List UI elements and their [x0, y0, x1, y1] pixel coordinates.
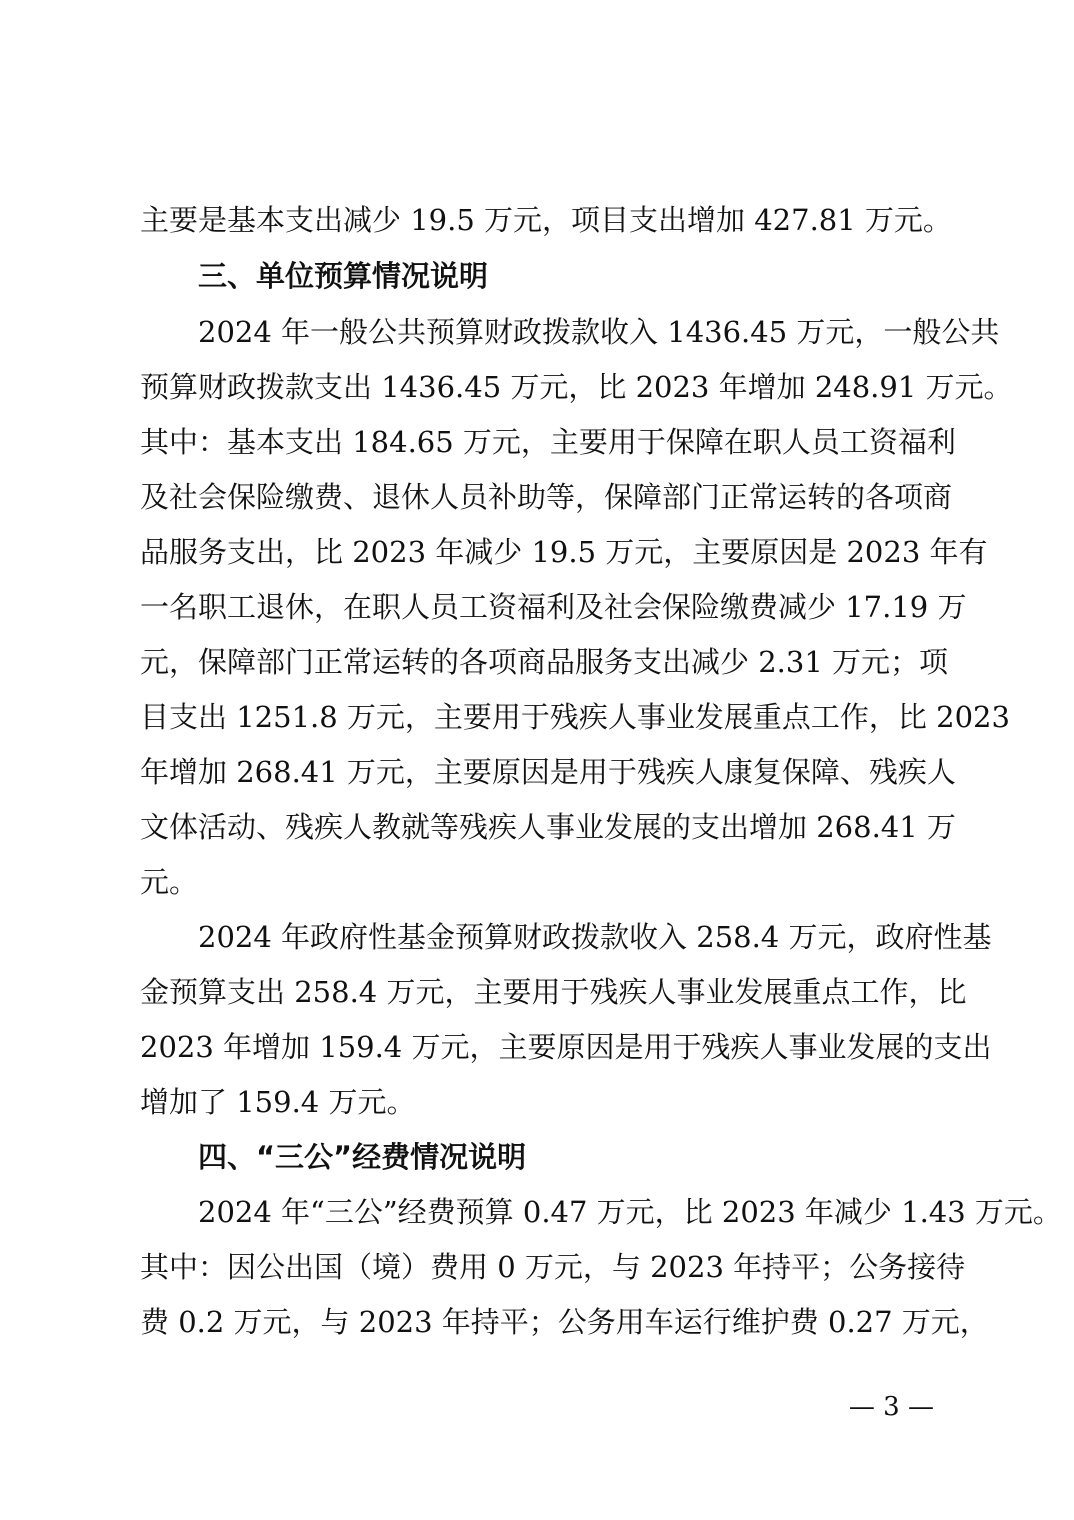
- section-heading-4: 四、“三公”经费情况说明: [198, 1140, 527, 1174]
- paragraph-line: 2024 年政府性基金预算财政拨款收入 258.4 万元，政府性基: [198, 920, 992, 954]
- paragraph-line: 品服务支出，比 2023 年减少 19.5 万元，主要原因是 2023 年有: [140, 535, 988, 569]
- paragraph-line: 元。: [140, 865, 199, 899]
- paragraph-line: 元，保障部门正常运转的各项商品服务支出减少 2.31 万元；项: [140, 645, 949, 679]
- paragraph-line: 金预算支出 258.4 万元，主要用于残疾人事业发展重点工作，比: [140, 975, 967, 1009]
- paragraph-line: 增加了 159.4 万元。: [140, 1085, 416, 1119]
- paragraph-line: 预算财政拨款支出 1436.45 万元，比 2023 年增加 248.91 万元。: [140, 370, 1013, 404]
- paragraph-line: 目支出 1251.8 万元，主要用于残疾人事业发展重点工作，比 2023: [140, 700, 1010, 734]
- paragraph-line: 及社会保险缴费、退休人员补助等，保障部门正常运转的各项商: [140, 480, 953, 514]
- paragraph-line: 2024 年“三公”经费预算 0.47 万元，比 2023 年减少 1.43 万元。: [198, 1195, 1062, 1229]
- section-heading-3: 三、单位预算情况说明: [198, 259, 489, 293]
- paragraph-line: 年增加 268.41 万元，主要原因是用于残疾人康复保障、残疾人: [140, 755, 956, 789]
- paragraph-line: 主要是基本支出减少 19.5 万元，项目支出增加 427.81 万元。: [140, 203, 952, 237]
- paragraph-line: 2024 年一般公共预算财政拨款收入 1436.45 万元，一般公共: [198, 315, 1000, 349]
- paragraph-line: 文体活动、残疾人教就等残疾人事业发展的支出增加 268.41 万: [140, 810, 956, 844]
- paragraph-line: 费 0.2 万元，与 2023 年持平；公务用车运行维护费 0.27 万元，: [140, 1305, 989, 1339]
- paragraph-line: 一名职工退休，在职人员工资福利及社会保险缴费减少 17.19 万: [140, 590, 967, 624]
- paragraph-line: 其中：因公出国（境）费用 0 万元，与 2023 年持平；公务接待: [140, 1250, 966, 1284]
- paragraph-line: 2023 年增加 159.4 万元，主要原因是用于残疾人事业发展的支出: [140, 1030, 992, 1064]
- paragraph-line: 其中：基本支出 184.65 万元，主要用于保障在职人员工资福利: [140, 425, 956, 459]
- page-number: — 3 —: [848, 1392, 934, 1422]
